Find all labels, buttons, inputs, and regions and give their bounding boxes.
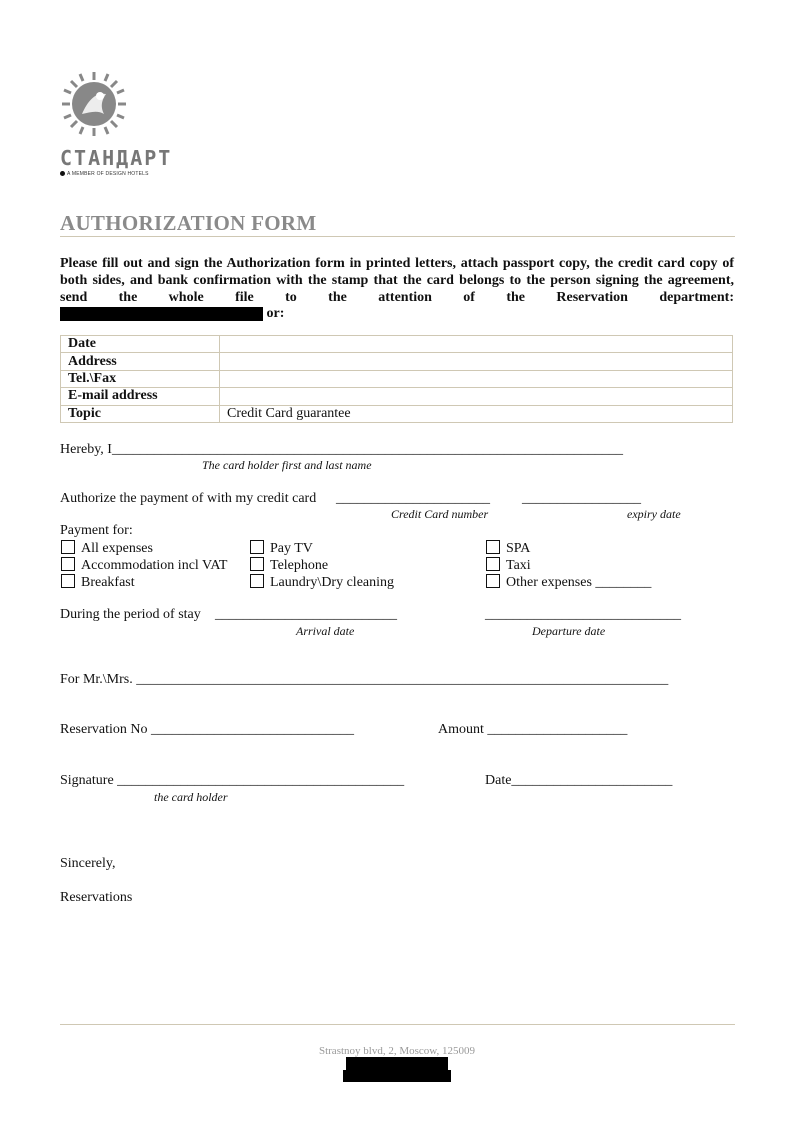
expiry-date-caption: expiry date xyxy=(627,507,681,521)
checkbox-breakfast[interactable]: Breakfast xyxy=(61,574,135,591)
checkbox-icon[interactable] xyxy=(486,574,500,588)
table-row xyxy=(61,405,733,422)
footer-address: Strastnoy blvd, 2, Moscow, 125009 xyxy=(318,1045,476,1057)
table-row xyxy=(61,353,733,370)
checkbox-other-expenses[interactable]: Other expenses ________ xyxy=(486,574,651,591)
checkbox-spa[interactable]: SPA xyxy=(486,540,530,557)
checkbox-icon[interactable] xyxy=(486,540,500,554)
table-row xyxy=(61,336,733,353)
checkbox-laundry[interactable]: Laundry\Dry cleaning xyxy=(250,574,394,591)
hereby-caption: The card holder first and last name xyxy=(202,458,372,472)
checkbox-icon[interactable] xyxy=(61,540,75,554)
period-label: During the period of stay xyxy=(60,607,201,622)
guest-name-field[interactable]: For Mr.\Mrs. ____________________________________________________________________________ xyxy=(60,672,669,687)
logo-tagline: A MEMBER OF DESIGN HOTELS xyxy=(60,171,149,177)
logo-wordmark: СТАНДАРТ xyxy=(60,146,173,170)
arrival-date-caption: Arrival date xyxy=(296,624,355,638)
checkbox-all-expenses[interactable]: All expenses xyxy=(61,540,153,557)
checkbox-icon[interactable] xyxy=(61,574,75,588)
payment-for-label: Payment for: xyxy=(60,523,133,538)
closing-sincerely: Sincerely, xyxy=(60,856,116,871)
checkbox-taxi[interactable]: Taxi xyxy=(486,557,531,574)
row-label: Date xyxy=(61,336,220,353)
departure-date-field[interactable]: ____________________________ xyxy=(485,607,681,622)
signature-field[interactable]: Signature _________________________________________ xyxy=(60,773,405,788)
footer-divider xyxy=(60,1024,735,1025)
checkbox-accommodation[interactable]: Accommodation incl VAT xyxy=(61,557,227,574)
row-label: Address xyxy=(61,353,220,370)
row-label: Topic xyxy=(61,405,220,422)
card-number-caption: Credit Card number xyxy=(391,507,489,521)
design-hotels-dot-icon xyxy=(60,171,65,176)
checkbox-icon[interactable] xyxy=(250,540,264,554)
row-value[interactable]: Credit Card guarantee xyxy=(220,405,733,422)
intro-paragraph: Please fill out and sign the Authorization form in printed letters, attach passport copy, the credit card copy of both sides, and bank confirmation with the stamp that the card belongs to the person signing the agreement, send the whole file to the attention of the Reservation department: xyxy=(60,256,734,305)
row-label: Tel.\Fax xyxy=(61,370,220,387)
row-value[interactable] xyxy=(220,353,733,370)
row-label: E-mail address xyxy=(61,388,220,405)
checkbox-telephone[interactable]: Telephone xyxy=(250,557,328,574)
checkbox-pay-tv[interactable]: Pay TV xyxy=(250,540,313,557)
checkbox-icon[interactable] xyxy=(250,557,264,571)
checkbox-icon[interactable] xyxy=(61,557,75,571)
hotel-logo xyxy=(60,70,230,185)
sun-emblem-icon xyxy=(60,70,128,138)
redacted-contact xyxy=(343,1070,451,1082)
card-number-field[interactable]: ______________________ xyxy=(336,491,490,506)
amount-field[interactable]: Amount ____________________ xyxy=(438,722,628,737)
signature-date-field[interactable]: Date_______________________ xyxy=(485,773,673,788)
hereby-field[interactable]: Hereby, I_________________________________________________________________________ xyxy=(60,442,623,457)
redacted-phone xyxy=(346,1057,448,1070)
signature-caption: the card holder xyxy=(154,790,228,804)
row-value[interactable] xyxy=(220,370,733,387)
arrival-date-field[interactable]: __________________________ xyxy=(215,607,397,622)
redacted-email xyxy=(60,307,263,321)
info-table xyxy=(60,335,733,423)
intro-tail: or: xyxy=(60,305,284,322)
authorize-label: Authorize the payment of with my credit card xyxy=(60,491,317,506)
row-value[interactable] xyxy=(220,336,733,353)
title-divider xyxy=(60,236,735,237)
checkbox-icon[interactable] xyxy=(486,557,500,571)
expiry-date-field[interactable]: _________________ xyxy=(522,491,641,506)
reservation-number-field[interactable]: Reservation No _____________________________ xyxy=(60,722,354,737)
page-title: AUTHORIZATION FORM xyxy=(60,211,317,235)
table-row xyxy=(61,388,733,405)
checkbox-icon[interactable] xyxy=(250,574,264,588)
departure-date-caption: Departure date xyxy=(532,624,606,638)
row-value[interactable] xyxy=(220,388,733,405)
closing-reservations: Reservations xyxy=(60,890,133,905)
table-row xyxy=(61,370,733,387)
